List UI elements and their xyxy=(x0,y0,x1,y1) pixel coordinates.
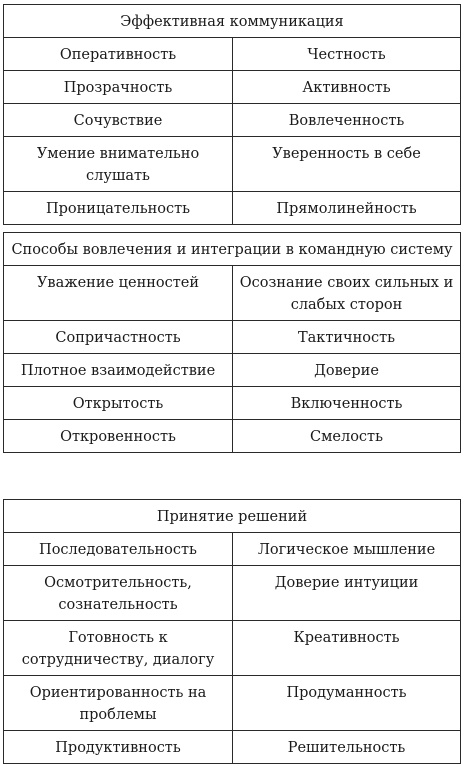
table-title: Способы вовлечения и интеграции в командную систему xyxy=(4,233,461,266)
table-row xyxy=(4,354,461,387)
communication-table xyxy=(3,4,461,225)
table-cell: Готовность к сотрудничеству, диалогу xyxy=(4,621,233,676)
table-cell: Умение внимательно слушать xyxy=(4,137,233,192)
table-cell: Осмотрительность, сознательность xyxy=(4,566,233,621)
table-cell: Логическое мышление xyxy=(233,533,461,566)
table-row xyxy=(4,566,461,621)
table-cell: Плотное взаимодействие xyxy=(4,354,233,387)
table-header-row xyxy=(4,500,461,533)
table-cell: Решительность xyxy=(233,731,461,764)
table-cell: Доверие интуиции xyxy=(233,566,461,621)
table-cell: Проницательность xyxy=(4,192,233,225)
table-header-row xyxy=(4,5,461,38)
table-cell: Тактичность xyxy=(233,321,461,354)
table-cell: Сопричастность xyxy=(4,321,233,354)
table-row xyxy=(4,266,461,321)
table-row xyxy=(4,192,461,225)
table-cell: Ориентированность на проблемы xyxy=(4,676,233,731)
table-cell: Вовлеченность xyxy=(233,104,461,137)
table-row xyxy=(4,137,461,192)
table-row xyxy=(4,104,461,137)
table-cell: Активность xyxy=(233,71,461,104)
table-cell: Креативность xyxy=(233,621,461,676)
table-cell: Уважение ценностей xyxy=(4,266,233,321)
table-row xyxy=(4,321,461,354)
table-cell: Сочувствие xyxy=(4,104,233,137)
table-cell: Смелость xyxy=(233,420,461,453)
table-cell: Продуманность xyxy=(233,676,461,731)
table-cell: Включенность xyxy=(233,387,461,420)
table-cell: Доверие xyxy=(233,354,461,387)
table-title: Эффективная коммуникация xyxy=(4,5,461,38)
table-row xyxy=(4,420,461,453)
table-title: Принятие решений xyxy=(4,500,461,533)
table-cell: Открытость xyxy=(4,387,233,420)
table-cell: Уверенность в себе xyxy=(233,137,461,192)
table-row xyxy=(4,71,461,104)
table-cell: Прямолинейность xyxy=(233,192,461,225)
table-row xyxy=(4,387,461,420)
table-row xyxy=(4,38,461,71)
table-cell: Откровенность xyxy=(4,420,233,453)
table-cell: Оперативность xyxy=(4,38,233,71)
table-row xyxy=(4,533,461,566)
table-cell: Продуктивность xyxy=(4,731,233,764)
team-integration-table xyxy=(3,232,461,453)
table-row xyxy=(4,731,461,764)
table-cell: Прозрачность xyxy=(4,71,233,104)
decision-making-table xyxy=(3,499,461,764)
table-row xyxy=(4,676,461,731)
table-cell: Осознание своих сильных и слабых сторон xyxy=(233,266,461,321)
table-cell: Честность xyxy=(233,38,461,71)
table-header-row xyxy=(4,233,461,266)
table-row xyxy=(4,621,461,676)
table-cell: Последовательность xyxy=(4,533,233,566)
